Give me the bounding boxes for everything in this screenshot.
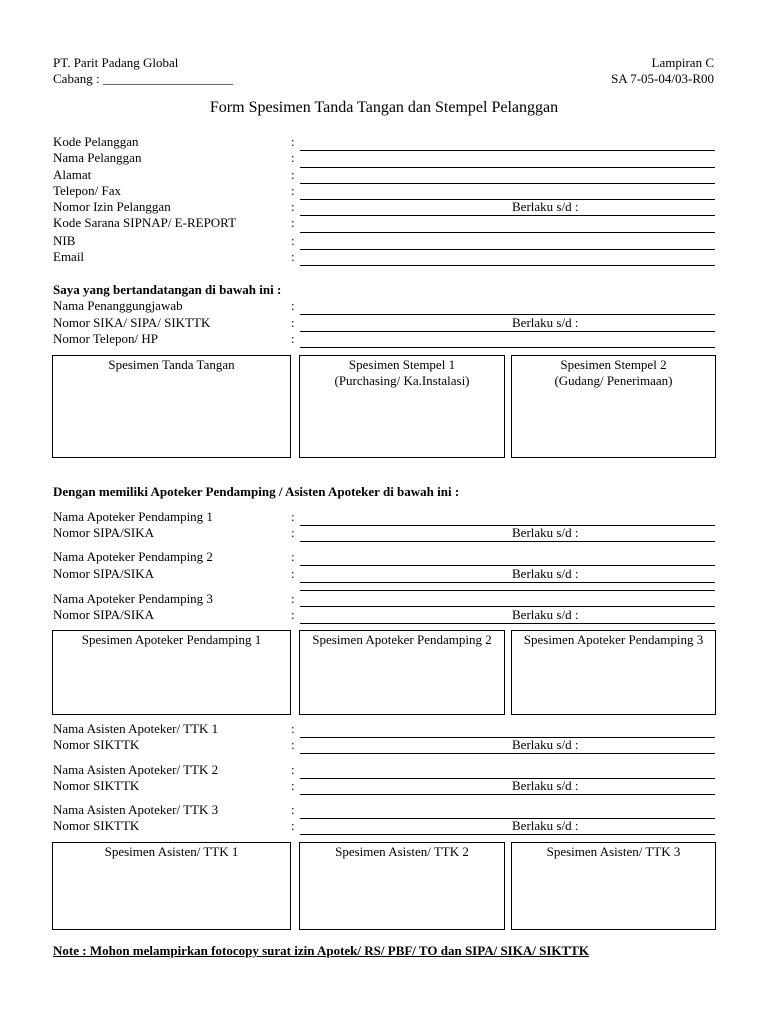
input-line-nomor-izin[interactable]: [300, 215, 715, 216]
field-label-nama-pelanggan: Nama Pelanggan: [53, 150, 142, 165]
company-name: PT. Parit Padang Global: [53, 55, 179, 70]
field-label-nomor-sika: Nomor SIKA/ SIPA/ SIKTTK: [53, 315, 211, 330]
input-line-sipa-2[interactable]: [300, 582, 715, 583]
pharmacist-specimen-box-2[interactable]: [299, 630, 505, 715]
field-label-sikttk-3: Nomor SIKTTK: [53, 818, 140, 833]
field-label-sipa-1: Nomor SIPA/SIKA: [53, 525, 155, 540]
input-line-asisten-2[interactable]: [300, 778, 715, 779]
field-colon: :: [291, 818, 295, 833]
field-colon: :: [291, 199, 295, 214]
signer-heading: Saya yang bertandatangan di bawah ini :: [53, 282, 282, 297]
input-line-apoteker-3b[interactable]: [300, 606, 715, 607]
field-colon: :: [291, 549, 295, 564]
field-colon: :: [291, 215, 295, 230]
box-sublabel: (Purchasing/ Ka.Instalasi): [334, 373, 470, 388]
box-label: Spesimen Apoteker Pendamping 2: [312, 632, 492, 647]
stamp-specimen-box-2[interactable]: [511, 355, 716, 458]
field-colon: :: [291, 737, 295, 752]
input-line-kode-sarana[interactable]: [300, 232, 715, 233]
field-label-nomor-izin: Nomor Izin Pelanggan: [53, 199, 171, 214]
field-label-sikttk-1: Nomor SIKTTK: [53, 737, 140, 752]
field-colon: :: [291, 525, 295, 540]
valid-until-label: Berlaku s/d :: [512, 315, 579, 330]
field-label-sipa-3: Nomor SIPA/SIKA: [53, 607, 155, 622]
box-label: Spesimen Asisten/ TTK 3: [546, 844, 681, 859]
document-code: SA 7-05-04/03-R00: [611, 71, 714, 86]
field-label-penanggungjawab: Nama Penanggungjawab: [53, 298, 183, 313]
field-colon: :: [291, 591, 295, 606]
input-line-kode-pelanggan[interactable]: [300, 150, 715, 151]
input-line-sikttk-3[interactable]: [300, 834, 715, 835]
input-line-nib[interactable]: [300, 249, 715, 250]
valid-until-label: Berlaku s/d :: [512, 525, 579, 540]
valid-until-label: Berlaku s/d :: [512, 607, 579, 622]
box-label: Spesimen Asisten/ TTK 2: [335, 844, 469, 859]
box-label: Spesimen Apoteker Pendamping 3: [523, 632, 704, 647]
input-line-nomor-sika[interactable]: [300, 331, 715, 332]
field-label-nib: NIB: [53, 233, 76, 248]
field-colon: :: [291, 802, 295, 817]
input-line-sikttk-2[interactable]: [300, 794, 715, 795]
box-label: Spesimen Tanda Tangan: [108, 357, 235, 372]
field-colon: :: [291, 331, 295, 346]
branch-field: Cabang : ____________________: [53, 71, 233, 86]
valid-until-label: Berlaku s/d :: [512, 566, 579, 581]
field-label-telepon-hp: Nomor Telepon/ HP: [53, 331, 159, 346]
field-colon: :: [291, 233, 295, 248]
field-label-apoteker-1: Nama Apoteker Pendamping 1: [53, 509, 213, 524]
pharmacist-specimen-box-1[interactable]: [52, 630, 291, 715]
field-colon: :: [291, 249, 295, 264]
field-label-asisten-1: Nama Asisten Apoteker/ TTK 1: [53, 721, 219, 736]
assistant-specimen-box-3[interactable]: [511, 842, 716, 930]
field-colon: :: [291, 134, 295, 149]
input-line-sipa-1[interactable]: [300, 541, 715, 542]
input-line-sikttk-1[interactable]: [300, 753, 715, 754]
field-colon: :: [291, 778, 295, 793]
stamp-specimen-box-1[interactable]: [299, 355, 505, 458]
field-colon: :: [291, 315, 295, 330]
input-line-telepon-hp[interactable]: [300, 347, 715, 348]
field-colon: :: [291, 762, 295, 777]
input-line-email[interactable]: [300, 265, 715, 266]
box-label: Spesimen Apoteker Pendamping 1: [81, 632, 262, 647]
form-title: Form Spesimen Tanda Tangan dan Stempel Pelanggan: [209, 99, 559, 116]
field-colon: :: [291, 509, 295, 524]
field-label-sipa-2: Nomor SIPA/SIKA: [53, 566, 155, 581]
field-colon: :: [291, 721, 295, 736]
valid-until-label: Berlaku s/d :: [512, 199, 579, 214]
pharmacist-specimen-box-3[interactable]: [511, 630, 716, 715]
valid-until-label: Berlaku s/d :: [512, 818, 579, 833]
input-line-nama-pelanggan[interactable]: [300, 167, 715, 168]
field-label-kode-sarana: Kode Sarana SIPNAP/ E-REPORT: [53, 215, 237, 230]
input-line-telepon-fax[interactable]: [300, 199, 715, 200]
field-label-kode-pelanggan: Kode Pelanggan: [53, 134, 139, 149]
field-label-asisten-2: Nama Asisten Apoteker/ TTK 2: [53, 762, 219, 777]
input-line-sipa-3[interactable]: [300, 623, 715, 624]
field-colon: :: [291, 607, 295, 622]
box-label: Spesimen Stempel 1: [348, 357, 456, 372]
input-line-asisten-1[interactable]: [300, 737, 715, 738]
appendix-label: Lampiran C: [651, 55, 714, 70]
field-label-telepon-fax: Telepon/ Fax: [53, 183, 122, 198]
signature-specimen-box[interactable]: [52, 355, 291, 458]
field-colon: :: [291, 566, 295, 581]
valid-until-label: Berlaku s/d :: [512, 778, 579, 793]
input-line-alamat[interactable]: [300, 183, 715, 184]
field-colon: :: [291, 183, 295, 198]
field-label-asisten-3: Nama Asisten Apoteker/ TTK 3: [53, 802, 219, 817]
box-label: Spesimen Asisten/ TTK 1: [104, 844, 239, 859]
input-line-penanggungjawab[interactable]: [300, 314, 715, 315]
input-line-apoteker-3a[interactable]: [300, 590, 715, 591]
box-label: Spesimen Stempel 2: [560, 357, 667, 372]
field-label-apoteker-3: Nama Apoteker Pendamping 3: [53, 591, 213, 606]
field-label-alamat: Alamat: [53, 167, 92, 182]
field-label-email: Email: [53, 249, 85, 264]
attachment-note: Note : Mohon melampirkan fotocopy surat izin Apotek/ RS/ PBF/ TO dan SIPA/ SIKA/ SIKTTK: [53, 943, 589, 958]
field-colon: :: [291, 150, 295, 165]
input-line-asisten-3[interactable]: [300, 818, 715, 819]
input-line-apoteker-2[interactable]: [300, 565, 715, 566]
field-colon: :: [291, 298, 295, 313]
valid-until-label: Berlaku s/d :: [512, 737, 579, 752]
box-sublabel: (Gudang/ Penerimaan): [554, 373, 673, 388]
field-label-sikttk-2: Nomor SIKTTK: [53, 778, 140, 793]
field-label-apoteker-2: Nama Apoteker Pendamping 2: [53, 549, 213, 564]
field-colon: :: [291, 167, 295, 182]
assistant-specimen-box-2[interactable]: [299, 842, 505, 930]
assistant-specimen-box-1[interactable]: [52, 842, 291, 930]
input-line-apoteker-1[interactable]: [300, 525, 715, 526]
pharmacist-heading: Dengan memiliki Apoteker Pendamping / Asisten Apoteker di bawah ini :: [53, 484, 460, 499]
